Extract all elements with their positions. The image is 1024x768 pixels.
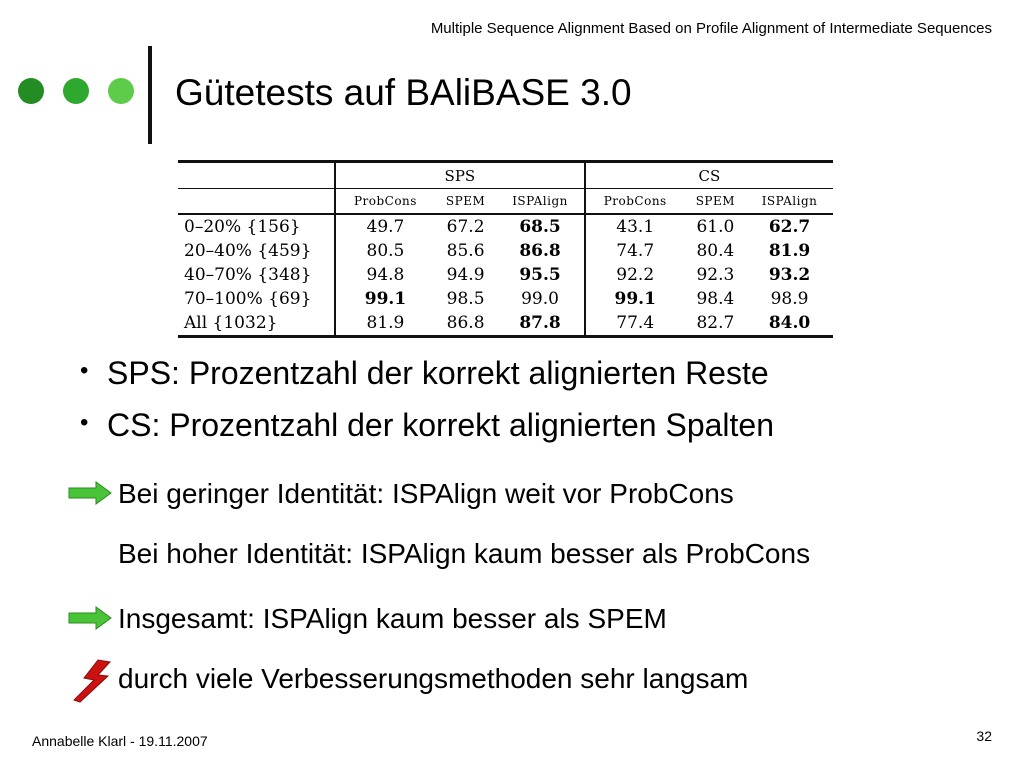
table-cell: 99.1 [364,289,407,309]
row-label: 40–70% {348} [178,263,335,287]
table-cell: 99.0 [496,287,584,311]
table-cell: 99.1 [614,289,656,309]
conclusion-low-identity: Bei geringer Identität: ISPAlign weit vor ProbCons [118,478,734,509]
column-header: SPEM [435,189,496,215]
column-header: ISPAlign [496,189,584,215]
table-cell: 86.8 [496,239,584,263]
table-row [178,214,833,239]
table-corner [178,189,335,215]
table-cell: 49.7 [366,217,405,237]
page-number: 32 [976,728,992,744]
table-corner [178,162,335,189]
table-cell: 93.2 [768,265,811,285]
table-cell: 87.8 [496,311,584,337]
column-header: ProbCons [335,189,435,215]
table-cell: 94.9 [446,265,485,285]
row-label: All {1032} [178,311,335,337]
table-cell: 84.0 [746,311,833,337]
table-cell: 80.4 [696,241,735,261]
table-cell: 43.1 [616,217,655,237]
table-cell: 98.5 [446,289,485,309]
lightning-bolt-icon [68,658,114,704]
results-table-container [178,160,833,338]
decorative-dots [18,78,136,104]
table-cell: 81.9 [768,241,811,261]
table-cell: 62.7 [768,217,811,237]
table-cell: 68.5 [496,214,584,239]
dot-icon [108,78,134,104]
table-cell: 80.5 [366,241,405,261]
bullet-text: CS: Prozentzahl der korrekt alignierten Spalten [107,407,775,443]
table-cell: 74.7 [616,241,655,261]
table-cell: 81.9 [335,311,435,337]
table-cell: 98.4 [696,289,735,309]
results-table [178,160,833,338]
bullet-marker: • [80,357,89,384]
conclusion-overall: Insgesamt: ISPAlign kaum besser als SPEM [118,603,667,634]
table-cell: 77.4 [585,311,685,337]
group-header-sps: SPS [335,162,585,189]
dot-icon [18,78,44,104]
row-label: 0–20% {156} [178,214,335,239]
table-cell: 61.0 [696,217,735,237]
table-cell: 92.3 [696,265,735,285]
table-row [178,311,833,337]
table-cell: 85.6 [446,241,485,261]
table-cell: 98.9 [770,289,809,309]
bullet-marker: • [80,409,89,436]
bullet-text: SPS: Prozentzahl der korrekt alignierten Reste [107,355,769,391]
footer-author-date: Annabelle Klarl - 19.11.2007 [32,733,208,749]
column-header: ISPAlign [746,189,833,215]
slide-title: Gütetests auf BAliBASE 3.0 [175,72,632,113]
table-cell: 92.2 [616,265,655,285]
conclusion-slow: durch viele Verbesserungsmethoden sehr langsam [118,663,749,694]
row-label: 70–100% {69} [178,287,335,311]
conclusion-high-identity: Bei hoher Identität: ISPAlign kaum besser als ProbCons [118,538,811,569]
row-label: 20–40% {459} [178,239,335,263]
group-header-cs: CS [585,162,833,189]
right-arrow-icon [68,606,112,630]
table-cell: 86.8 [435,311,496,337]
slide-header: Multiple Sequence Alignment Based on Profile Alignment of Intermediate Sequences [430,20,992,37]
table-cell: 95.5 [496,263,584,287]
table-cell: 67.2 [446,217,485,237]
column-header: ProbCons [585,189,685,215]
table-cell: 82.7 [685,311,746,337]
table-row [178,239,833,263]
right-arrow-icon [68,481,112,505]
table-row [178,263,833,287]
column-header: SPEM [685,189,746,215]
table-cell: 94.8 [366,265,405,285]
table-row [178,287,833,311]
title-divider [148,46,152,144]
dot-icon [63,78,89,104]
